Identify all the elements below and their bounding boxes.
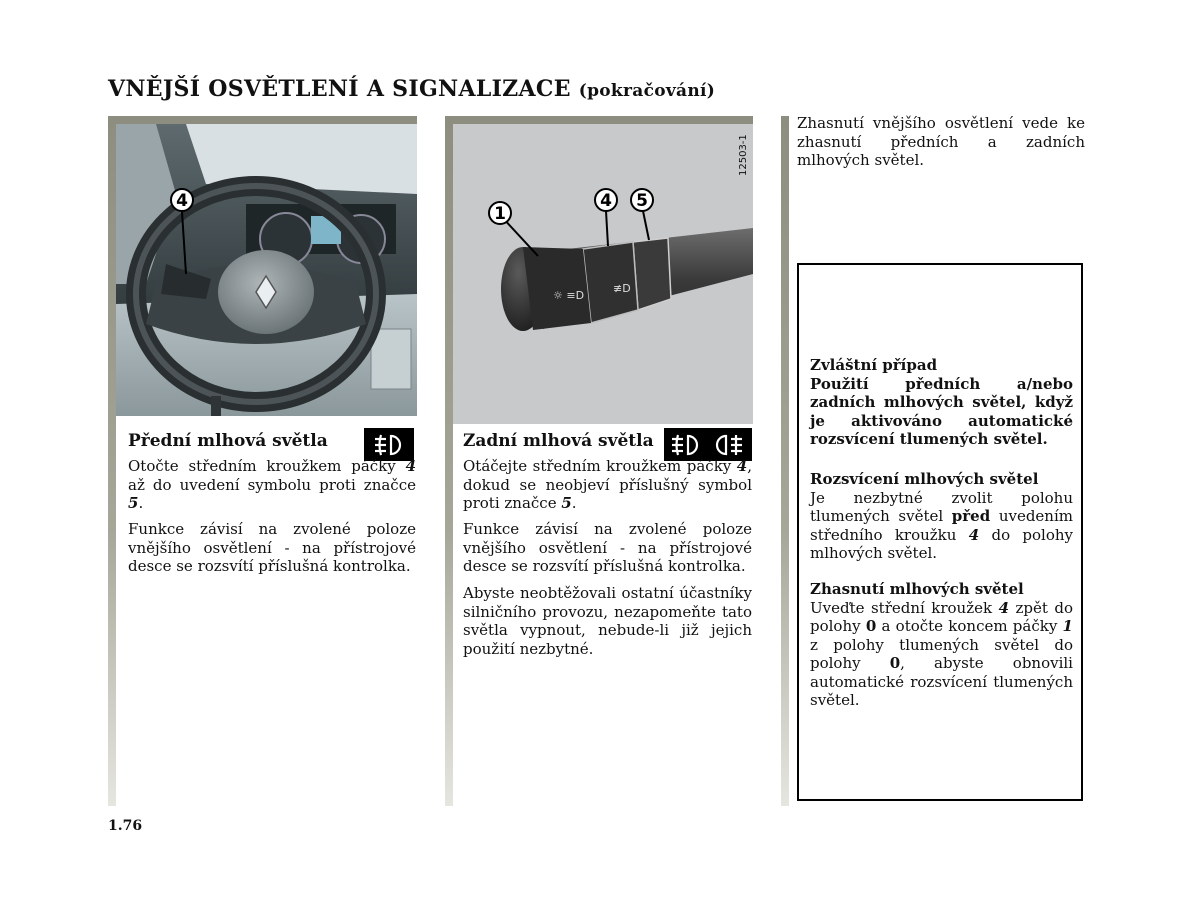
rear-fog-heading: Zadní mlhová světla bbox=[463, 431, 654, 451]
column-topbar-left bbox=[108, 116, 417, 124]
fog-off-intro: Zhasnutí vnějšího osvětlení vede ke zhasnutí předních a zadních mlhových světel. bbox=[797, 114, 1085, 169]
rear-fog-paragraph-1: Otáčejte středním kroužkem páčky 4, dokud se neobjeví příslušný symbol proti značce 5. bbox=[463, 457, 752, 512]
steering-wheel-figure bbox=[116, 124, 417, 416]
fog-on-body: Je nezbytné zvolit polohu tlumených světel před uvedením středního kroužku 4 do polohy mlhových světel. bbox=[810, 488, 1073, 562]
front-fog-paragraph-2: Funkce závisí na zvolené poloze vnějšího osvětlení - na přístrojové desce se rozsvítí příslušná kontrolka. bbox=[128, 520, 416, 575]
figure-code: 12503-1 bbox=[738, 134, 749, 176]
column-topbar-middle bbox=[445, 116, 753, 124]
special-case-title: Zvláštní případ bbox=[810, 356, 938, 374]
special-case-body: Použití předních a/nebo zadních mlhových světel, když je aktivováno automatické rozsvícení tlumených světel. bbox=[810, 374, 1073, 448]
fog-off-title: Zhasnutí mlhových světel bbox=[810, 580, 1024, 598]
fog-off-body: Uveďte střední kroužek 4 zpět do polohy 0 a otočte koncem páčky 1 z polohy tlumených světel do polohy 0, abyste obnovili automatické rozsvícení tlumených světel. bbox=[810, 598, 1073, 709]
svg-text:4: 4 bbox=[176, 191, 188, 211]
svg-text:≢D: ≢D bbox=[613, 282, 631, 295]
special-case-section bbox=[810, 356, 1073, 449]
page-number: 1.76 bbox=[108, 818, 143, 834]
rear-fog-paragraph-2: Funkce závisí na zvolené poloze vnějšího osvětlení - na přístrojové desce se rozsvítí příslušná kontrolka. bbox=[463, 520, 752, 575]
rear-fog-paragraph-3: Abyste neobtěžovali ostatní účastníky silničního provozu, nezapomeňte tato světla vypnout, nebude-li již jejich použití nezbytné. bbox=[463, 584, 752, 658]
fog-on-section bbox=[810, 470, 1073, 563]
page-title bbox=[108, 76, 715, 102]
column-bar-left bbox=[108, 116, 116, 806]
svg-text:1: 1 bbox=[494, 204, 506, 224]
stalk-figure bbox=[453, 124, 753, 424]
front-fog-heading: Přední mlhová světla bbox=[128, 431, 328, 451]
callout-4-col1 bbox=[171, 189, 193, 211]
column-bar-middle bbox=[445, 116, 453, 806]
fog-off-section bbox=[810, 580, 1073, 710]
title-main: VNĚJŠÍ OSVĚTLENÍ A SIGNALIZACE bbox=[108, 76, 571, 102]
svg-text:5: 5 bbox=[636, 191, 648, 211]
front-fog-paragraph-1: Otočte středním kroužkem páčky 4 až do uvedení symbolu proti značce 5. bbox=[128, 457, 416, 512]
column-bar-right bbox=[781, 116, 789, 806]
svg-text:4: 4 bbox=[600, 191, 612, 211]
svg-text:☼ ≡D: ☼ ≡D bbox=[553, 289, 585, 302]
title-sub: (pokračování) bbox=[578, 81, 716, 101]
fog-on-title: Rozsvícení mlhových světel bbox=[810, 470, 1039, 488]
